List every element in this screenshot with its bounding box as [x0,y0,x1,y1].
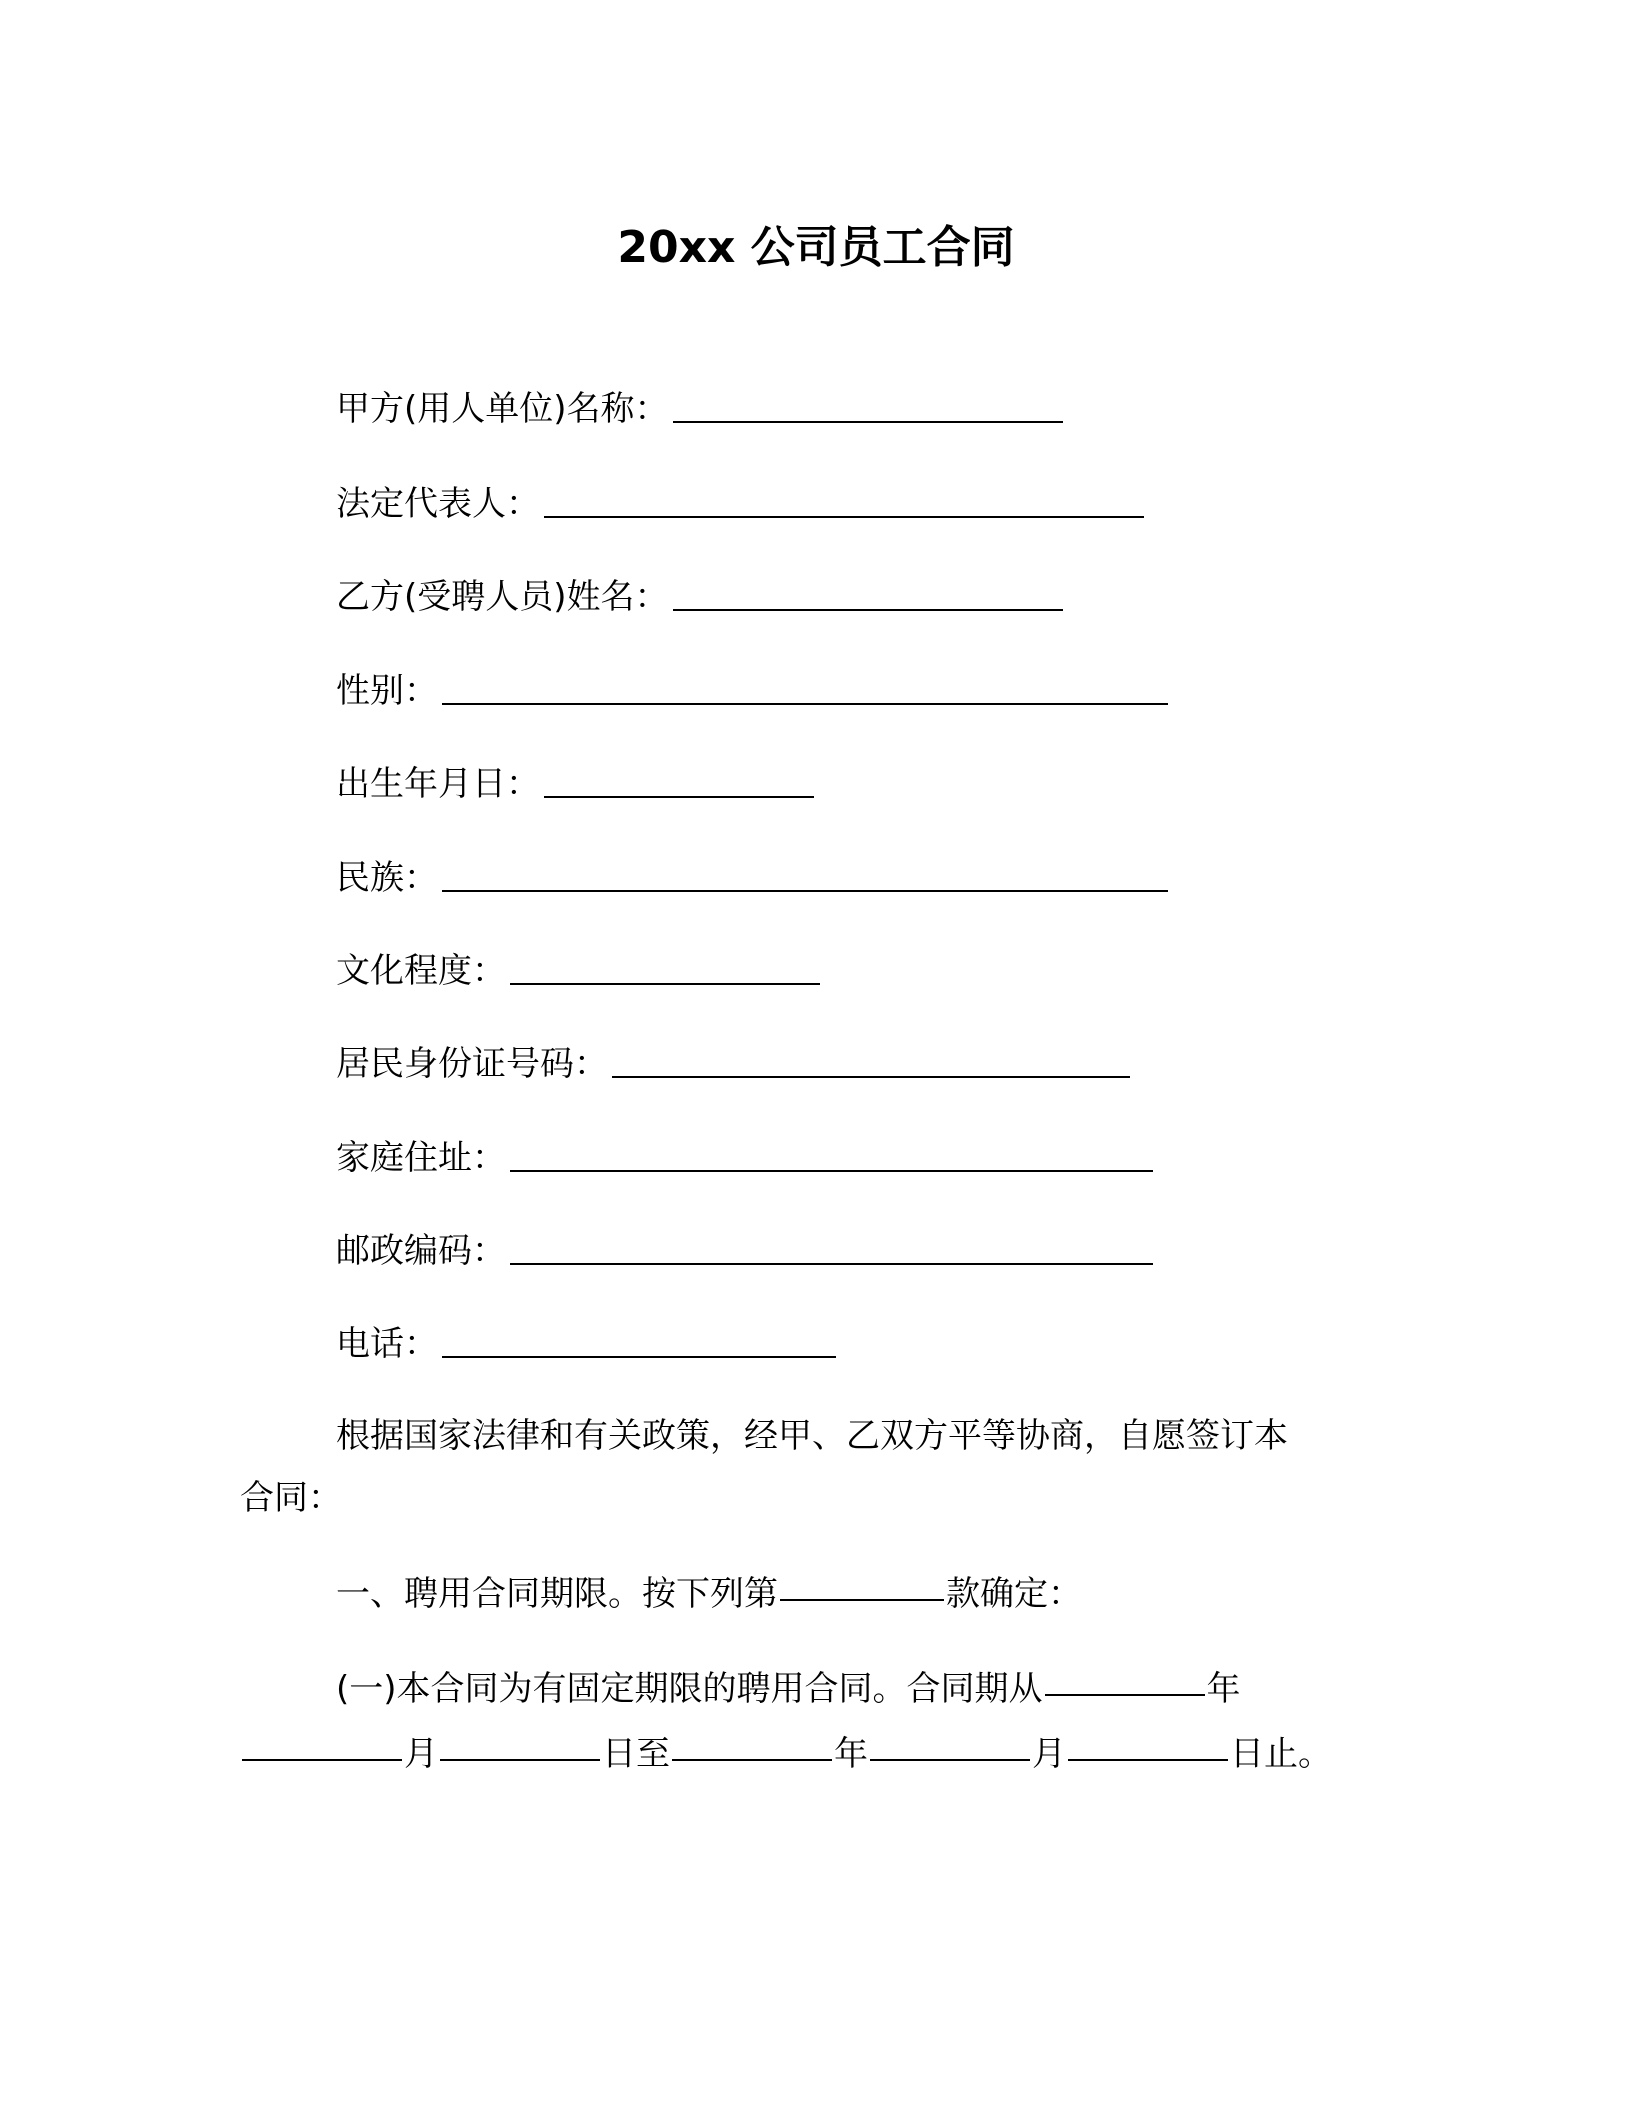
party-a-name-row [336,385,1063,433]
ethnicity-label: 民族： [336,858,438,898]
birth-date-label: 出生年月日： [336,764,540,804]
postal-code-row [336,1227,1153,1275]
birth-date-blank[interactable] [544,796,814,798]
gender-row [336,667,1168,715]
clause1-end-month-blank[interactable] [870,1759,1030,1761]
section1-term-blank[interactable] [780,1599,944,1601]
phone-blank[interactable] [442,1356,836,1358]
clause1-start-month-blank[interactable] [242,1759,402,1761]
party-b-name-label: 乙方(受聘人员)姓名： [336,577,669,617]
id-number-row [336,1040,1130,1088]
phone-row [336,1320,836,1368]
education-label: 文化程度： [336,951,506,991]
document-title: 20xx 公司员工合同 [617,222,1015,273]
intro-paragraph-line1: 根据国家法律和有关政策，经甲、乙双方平等协商，自愿签订本 [336,1416,1288,1456]
phone-label: 电话： [336,1324,438,1364]
ethnicity-blank[interactable] [442,890,1168,892]
clause1-year2-label: 年 [834,1734,868,1774]
section1-suffix: 款确定： [946,1574,1082,1614]
legal-rep-blank[interactable] [544,516,1144,518]
legal-rep-row [336,480,1144,528]
party-a-name-label: 甲方(用人单位)名称： [336,389,669,429]
clause1-day-to-label: 日至 [602,1734,670,1774]
home-address-blank[interactable] [510,1170,1153,1172]
section1-heading [336,1570,1082,1618]
party-a-name-blank[interactable] [673,421,1063,423]
clause1-start-day-blank[interactable] [440,1759,600,1761]
clause1-month2-label: 月 [1032,1734,1066,1774]
education-blank[interactable] [510,983,820,985]
clause1-end-year-blank[interactable] [672,1759,832,1761]
id-number-label: 居民身份证号码： [336,1044,608,1084]
clause1-month-label: 月 [404,1734,438,1774]
section1-prefix: 一、聘用合同期限。按下列第 [336,1574,778,1614]
clause1-prefix: (一)本合同为有固定期限的聘用合同。合同期从 [336,1669,1043,1709]
clause1-line1 [336,1665,1241,1713]
clause1-end-day-blank[interactable] [1068,1759,1228,1761]
legal-rep-label: 法定代表人： [336,484,540,524]
clause1-start-year-blank[interactable] [1045,1694,1205,1696]
education-row [336,947,820,995]
clause1-line2 [240,1730,1332,1778]
party-b-name-row [336,573,1063,621]
clause1-year-label: 年 [1206,1669,1241,1709]
home-address-label: 家庭住址： [336,1138,506,1178]
ethnicity-row [336,854,1168,902]
gender-label: 性别： [336,671,438,711]
home-address-row [336,1134,1153,1182]
postal-code-label: 邮政编码： [336,1231,506,1271]
id-number-blank[interactable] [612,1076,1130,1078]
birth-date-row [336,760,814,808]
gender-blank[interactable] [442,703,1168,705]
postal-code-blank[interactable] [510,1263,1153,1265]
party-b-name-blank[interactable] [673,609,1063,611]
clause1-day-end-label: 日止。 [1230,1734,1332,1774]
intro-paragraph-line2: 合同： [240,1478,342,1518]
